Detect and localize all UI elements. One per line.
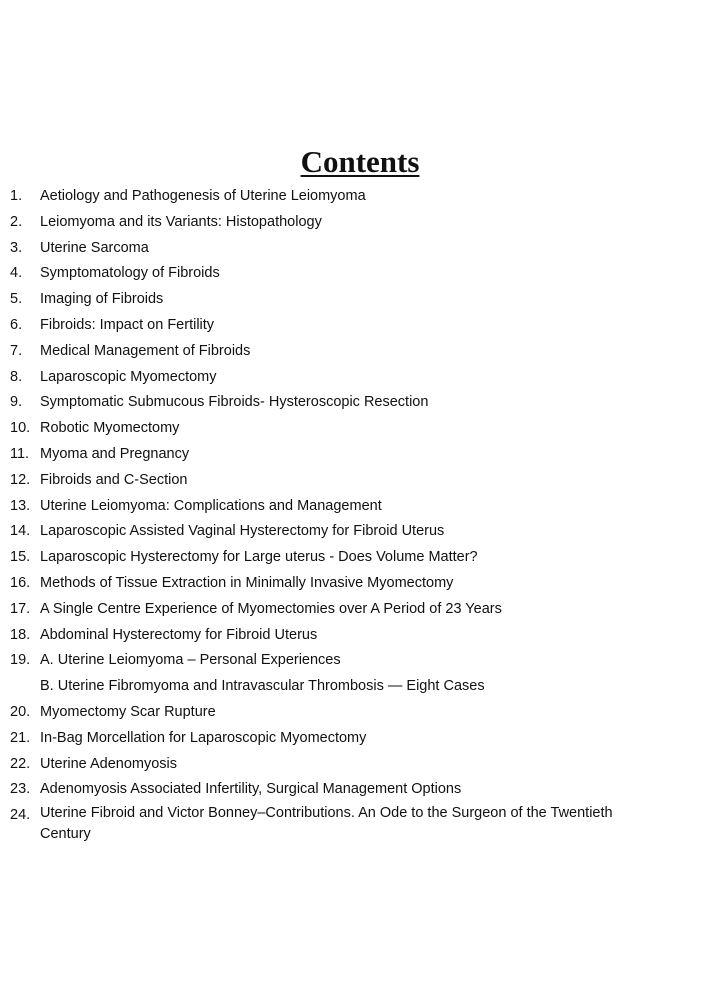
toc-number: 13.	[10, 497, 31, 514]
toc-number: 2.	[10, 213, 23, 230]
toc-title: Abdominal Hysterectomy for Fibroid Uterus	[40, 626, 318, 643]
toc-entry-16	[0, 571, 720, 597]
toc-number: 9.	[10, 394, 23, 411]
toc-title: Symptomatic Submucous Fibroids- Hysteroscopic Resection	[40, 394, 429, 411]
toc-number: 17.	[10, 600, 31, 617]
toc-entry-5	[0, 287, 720, 313]
toc-entry-23	[0, 777, 720, 803]
toc-number: 3.	[10, 239, 23, 256]
toc-number: 8.	[10, 368, 23, 385]
toc-entry-7	[0, 339, 720, 365]
toc-entry-13	[0, 494, 720, 520]
toc-entry-2	[0, 210, 720, 236]
toc-number: 11.	[10, 445, 30, 462]
toc-title: Laparoscopic Hysterectomy for Large uterus - Does Volume Matter?	[40, 549, 478, 566]
toc-title: Fibroids and C-Section	[40, 471, 188, 488]
toc-title: Uterine Fibroid and Victor Bonney–Contributions. An Ode to the Surgeon of the Twentieth	[40, 805, 613, 822]
toc-number: 15.	[10, 549, 31, 566]
toc-title: Myomectomy Scar Rupture	[40, 703, 216, 720]
toc-entry-20	[0, 700, 720, 726]
toc-number: 23.	[10, 781, 31, 798]
toc-title: Leiomyoma and its Variants: Histopathology	[40, 213, 322, 230]
toc-title: Uterine Leiomyoma: Complications and Management	[40, 497, 382, 514]
toc-number: 1.	[10, 188, 23, 204]
page-title: Contents	[300, 144, 420, 179]
table-of-contents	[0, 184, 720, 845]
toc-title: Myoma and Pregnancy	[40, 445, 190, 462]
toc-entry-14	[0, 519, 720, 545]
toc-number: 14.	[10, 523, 31, 540]
toc-title: A. Uterine Leiomyoma – Personal Experiences	[40, 652, 341, 669]
toc-entry-9	[0, 390, 720, 416]
toc-entry-22	[0, 752, 720, 778]
toc-title: A Single Centre Experience of Myomectomies over A Period of 23 Years	[40, 600, 502, 617]
toc-title: In-Bag Morcellation for Laparoscopic Myomectomy	[40, 729, 367, 746]
toc-number: 6.	[10, 316, 23, 333]
toc-number: 22.	[10, 755, 31, 772]
toc-title: Robotic Myomectomy	[40, 420, 180, 437]
toc-entry-19	[0, 648, 720, 674]
toc-entry-15	[0, 545, 720, 571]
toc-entry-10	[0, 416, 720, 442]
toc-subtitle: B. Uterine Fibromyoma and Intravascular Thrombosis — Eight Cases	[40, 678, 485, 695]
toc-title: Adenomyosis Associated Infertility, Surgical Management Options	[40, 781, 462, 798]
toc-subentry-19b	[0, 674, 720, 700]
toc-number: 4.	[10, 265, 23, 282]
toc-entry-8	[0, 365, 720, 391]
toc-title: Imaging of Fibroids	[40, 291, 164, 308]
toc-title: Aetiology and Pathogenesis of Uterine Leiomyoma	[40, 188, 366, 204]
toc-title: Laparoscopic Assisted Vaginal Hysterectomy for Fibroid Uterus	[40, 523, 445, 540]
toc-title: Symptomatology of Fibroids	[40, 265, 220, 282]
toc-number: 5.	[10, 291, 23, 308]
toc-title-continued: Century	[40, 826, 91, 843]
toc-entry-17	[0, 597, 720, 623]
toc-number: 21.	[10, 729, 31, 746]
toc-title: Fibroids: Impact on Fertility	[40, 316, 215, 333]
toc-entry-11	[0, 442, 720, 468]
toc-entry-3	[0, 236, 720, 262]
toc-number: 20.	[10, 703, 31, 720]
toc-number: 24.	[10, 807, 31, 824]
toc-entry-21	[0, 726, 720, 752]
toc-title: Medical Management of Fibroids	[40, 342, 251, 359]
toc-title: Laparoscopic Myomectomy	[40, 368, 217, 385]
toc-title: Uterine Sarcoma	[40, 239, 149, 256]
toc-number: 18.	[10, 626, 31, 643]
toc-entry-4	[0, 261, 720, 287]
toc-number: 19.	[10, 652, 31, 669]
toc-entry-24	[0, 803, 720, 845]
toc-entry-1	[0, 184, 720, 210]
toc-number: 12.	[10, 471, 31, 488]
toc-number: 16.	[10, 574, 31, 591]
toc-entry-18	[0, 623, 720, 649]
toc-number: 7.	[10, 342, 23, 359]
toc-title: Uterine Adenomyosis	[40, 755, 178, 772]
toc-number: 10.	[10, 420, 31, 437]
toc-entry-6	[0, 313, 720, 339]
toc-entry-12	[0, 468, 720, 494]
toc-title: Methods of Tissue Extraction in Minimally Invasive Myomectomy	[40, 574, 454, 591]
